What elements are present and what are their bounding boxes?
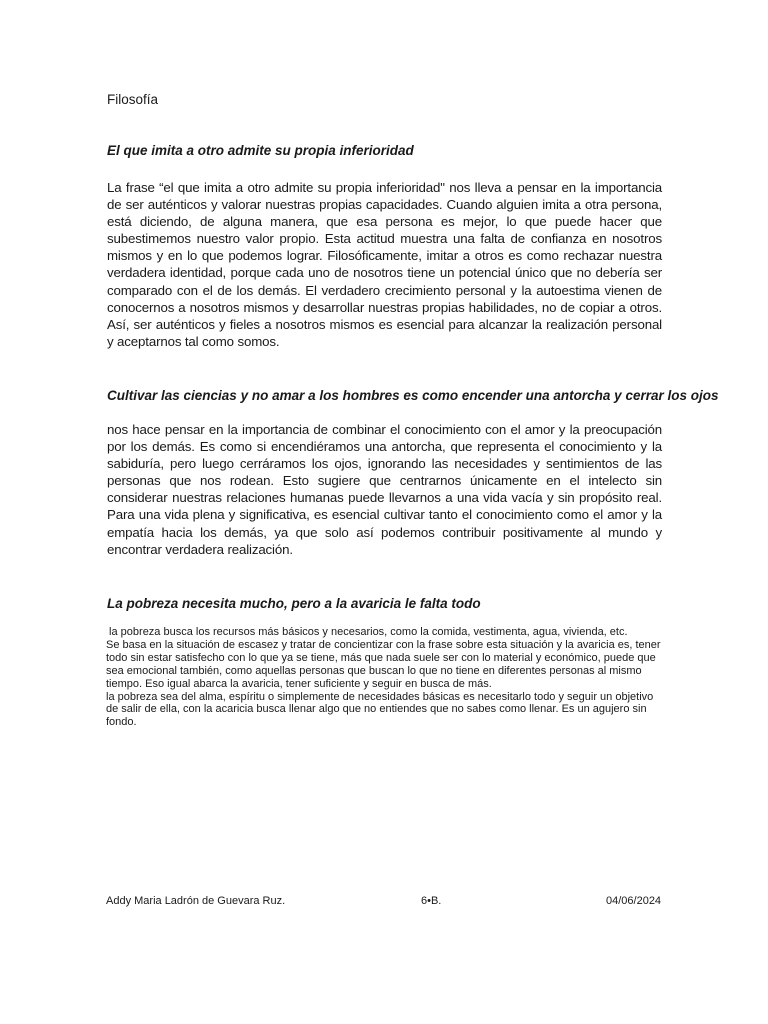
subject-title: Filosofía [107, 92, 159, 107]
footer-group: 6•B. [421, 895, 442, 907]
section-2-body: nos hace pensar en la importancia de combinar el conocimiento con el amor y la preocupación por los demás. Es como si encendiéramos una antorcha, que representa el conocimiento y la sabiduría, pero luego cerráramos los ojos, ignorando las necesidades y sentimientos de las personas que nos rodean. Esto sugiere que centrarnos únicamente en el intelecto sin considerar nuestras relaciones humanas puede llevarnos a una vida vacía y sin propósito real. Para una vida plena y significativa, es esencial cultivar tanto el conocimiento como el amor y la empatía hacia los demás, ya que solo así podemos contribuir positivamente al mundo y encontrar verdadera realización. [107, 422, 662, 557]
section-3-line-3: la pobreza sea del alma, espíritu o simplemente de necesidades básicas es necesitarlo todo y seguir un objetivo de salir de ella, con la acaricia busca llenar algo que no entiendes que no sabes como llenar. Es un agujero sin fondo. [106, 690, 654, 729]
section-2-title: Cultivar las ciencias y no amar a los hombres es como encender una antorcha y cerrar los ojos [107, 388, 719, 403]
footer-date: 04/06/2024 [606, 895, 662, 907]
section-1-title: El que imita a otro admite su propia inferioridad [107, 143, 414, 158]
section-3-body [106, 626, 664, 729]
section-3-line-1: la pobreza busca los recursos más básicos y necesarios, como la comida, vestimenta, agua, vivienda, etc. [106, 626, 628, 638]
section-3-line-2: Se basa en la situación de escasez y tratar de concientizar con la frase sobre esta situación y la avaricia es, tener todo sin estar satisfecho con lo que ya se tiene, más que nada suele ser con lo material y económico, puede que sea emocional también, como aquellas personas que buscan lo que no tiene en diferentes personas al mismo tiempo. Eso igual abarca la avaricia, tener suficiente y seguir en busca de más. [106, 638, 661, 690]
section-1-body: La frase “el que imita a otro admite su propia inferioridad" nos lleva a pensar en la importancia de ser auténticos y valorar nuestras propias capacidades. Cuando alguien imita a otra persona, está diciendo, de alguna manera, que esa persona es mejor, lo que puede hacer que subestimemos nuestro valor propio. Esta actitud muestra una falta de confianza en nosotros mismos y en lo que podemos lograr. Filosóficamente, imitar a otros es como rechazar nuestra verdadera identidad, porque cada uno de nosotros tiene un potencial único que no debería ser comparado con el de los demás. El verdadero crecimiento personal y la autoestima vienen de conocernos a nosotros mismos y desarrollar nuestras propias habilidades, no de copiar a otros. Así, ser auténticos y fieles a nosotros mismos es esencial para alcanzar la realización personal y aceptarnos tal como somos. [107, 180, 662, 349]
footer-author: Addy Maria Ladrón de Guevara Ruz. [106, 895, 286, 907]
section-3-title: La pobreza necesita mucho, pero a la avaricia le falta todo [107, 596, 481, 611]
